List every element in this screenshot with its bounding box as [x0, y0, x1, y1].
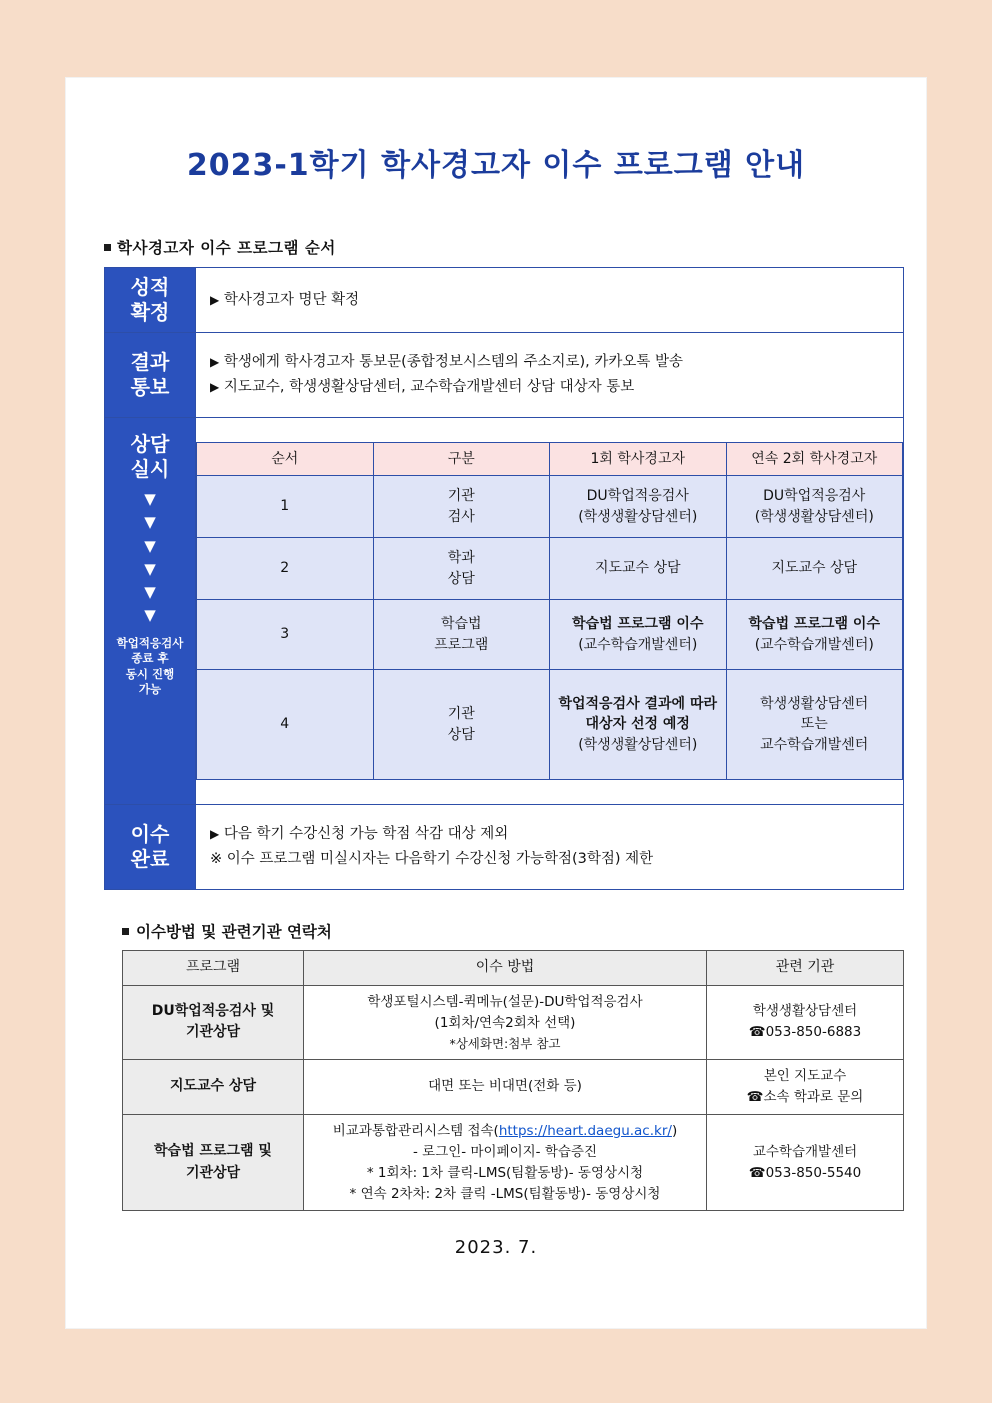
consult-row4-second-l3: 교수학습개발센터 — [760, 736, 869, 753]
consult-row3-first-l1: 학습법 프로그램 이수 — [572, 616, 704, 633]
contact-row2-org-phone: ☎소속 학과로 문의 — [746, 1088, 864, 1105]
contact-row1-method — [304, 985, 707, 1059]
section-heading-contact-label: 이수방법 및 관련기관 연락처 — [136, 923, 332, 941]
contact-row3-method-l4: * 연속 2차차: 2차 클릭 -LMS(팀활동방)- 동영상시청 — [349, 1185, 661, 1202]
heart-system-link[interactable]: https://heart.daegu.ac.kr/ — [498, 1122, 672, 1139]
flow-content-notice — [196, 333, 904, 418]
triangle-down-icon-4: ▼ — [144, 559, 156, 578]
table-row — [197, 476, 903, 538]
flow-grade-item — [210, 288, 889, 313]
page-inner — [66, 78, 926, 1258]
contact-header-row — [123, 951, 904, 986]
consult-row3-first-l2: (교수학습개발센터) — [578, 636, 698, 653]
flow-row-done — [105, 805, 904, 890]
consult-row3-gubun-l1: 학습법 — [440, 616, 482, 633]
consult-row4-first-l2: 대상자 선정 예정 — [585, 716, 690, 733]
flow-done-note-text: 이수 프로그램 미실시자는 다음학기 수강신청 가능학점(3학점) 제한 — [226, 851, 654, 867]
consult-row2-second: 지도교수 상담 — [726, 538, 903, 600]
table-row — [197, 600, 903, 670]
reference-mark-icon: ※ — [210, 851, 223, 867]
flow-consult-note-l1: 학업적응검사 — [116, 635, 184, 650]
flow-label-notice-line1: 결과 — [130, 350, 170, 374]
section-heading-flow — [104, 236, 888, 258]
section-heading-flow-label: 학사경고자 이수 프로그램 순서 — [117, 239, 336, 257]
flow-label-done — [105, 805, 196, 890]
contact-row1-method-l2: (1회차/연속2회차 선택) — [434, 1014, 576, 1031]
consult-row2-gubun — [373, 538, 550, 600]
consult-row1-gubun-l1: 기관 — [447, 488, 475, 505]
contact-row1-org-l1: 학생생활상담센터 — [752, 1003, 858, 1020]
flow-label-grade-line1: 성적 — [130, 275, 170, 299]
consult-row1-gubun-l2: 검사 — [447, 508, 475, 525]
flow-content-done — [196, 805, 904, 890]
flow-label-notice-line2: 통보 — [130, 375, 170, 399]
contact-row1-program-l2: 기관상담 — [185, 1024, 241, 1041]
flow-consult-note-l2: 종료 후 — [131, 651, 169, 666]
consult-row2-gubun-l2: 상담 — [447, 570, 475, 587]
flow-label-grade — [105, 268, 196, 333]
triangle-down-icon-6: ▼ — [144, 606, 156, 625]
consult-row2-gubun-l1: 학과 — [447, 550, 475, 567]
contact-row2-org-l1: 본인 지도교수 — [763, 1067, 847, 1084]
consult-row4-gubun-l2: 상담 — [447, 726, 475, 743]
consult-row4-gubun — [373, 670, 550, 780]
square-bullet-icon — [122, 928, 129, 935]
contact-table — [122, 950, 904, 1211]
consult-row1-first-l2: (학생생활상담센터) — [578, 508, 698, 525]
consult-row1-first-l1: DU학업적응검사 — [586, 488, 689, 505]
section-heading-contact — [122, 920, 888, 942]
consult-row3-gubun — [373, 600, 550, 670]
contact-header-org: 관련 기관 — [707, 951, 904, 986]
consult-row3-gubun-l2: 프로그램 — [434, 636, 489, 653]
flow-label-consult — [105, 418, 196, 805]
flow-row-consult — [105, 418, 904, 805]
consult-row4-second-l2: 또는 — [800, 716, 828, 733]
contact-row3-org-l1: 교수학습개발센터 — [752, 1143, 858, 1160]
flow-content-grade — [196, 268, 904, 333]
flow-label-done-line2: 완료 — [130, 847, 170, 871]
document-date: 2023. 7. — [454, 1237, 538, 1259]
consult-row1-no: 1 — [197, 476, 374, 538]
flow-label-done-line1: 이수 — [130, 822, 170, 846]
contact-row1-org-phone: ☎053-850-6883 — [748, 1024, 862, 1041]
contact-row3-program — [123, 1114, 304, 1211]
contact-header-method: 이수 방법 — [304, 951, 707, 986]
table-row — [123, 985, 904, 1059]
flow-consult-note — [107, 636, 193, 698]
table-row — [197, 670, 903, 780]
flow-notice-text-1: 학생에게 학사경고자 통보문(종합정보시스템의 주소지로), 카카오톡 발송 — [223, 354, 684, 371]
contact-row2-org — [707, 1059, 904, 1114]
consult-header-first: 1회 학사경고자 — [550, 442, 727, 475]
flow-label-grade-line2: 확정 — [130, 300, 170, 324]
contact-row1-program-l1: DU학업적응검사 및 — [151, 1002, 275, 1019]
contact-row3-method-l3: * 1회차: 1차 클릭-LMS(팀활동방)- 동영상시청 — [366, 1164, 644, 1181]
contact-row3-org — [707, 1114, 904, 1211]
triangle-right-icon: ▶ — [210, 292, 220, 307]
consult-row4-first-l3: (학생생활상담센터) — [578, 736, 698, 753]
contact-row1-org — [707, 985, 904, 1059]
triangle-right-icon: ▶ — [210, 827, 220, 842]
consult-row3-no: 3 — [197, 600, 374, 670]
consult-table — [196, 442, 903, 780]
contact-row2-program: 지도교수 상담 — [123, 1059, 304, 1114]
flow-notice-text-2: 지도교수, 학생생활상담센터, 교수학습개발센터 상담 대상자 통보 — [223, 379, 635, 395]
consult-row1-second — [726, 476, 903, 538]
triangle-right-icon: ▶ — [210, 380, 220, 394]
table-row — [123, 1114, 904, 1211]
flow-label-consult-line2: 실시 — [130, 457, 170, 481]
flow-label-consult-line1: 상담 — [130, 432, 170, 456]
consult-row4-first — [550, 670, 727, 780]
flow-grade-text: 학사경고자 명단 확정 — [223, 291, 360, 308]
flow-consult-note-l4: 가능 — [138, 682, 162, 697]
flow-notice-item-1 — [210, 350, 889, 375]
triangle-down-icon-2: ▼ — [144, 513, 156, 532]
flow-table — [104, 267, 904, 890]
consult-row1-second-l2: (학생생활상담센터) — [754, 508, 874, 525]
flow-content-consult — [196, 418, 904, 805]
triangle-right-icon: ▶ — [210, 355, 220, 370]
contact-row2-method: 대면 또는 비대면(전화 등) — [304, 1059, 707, 1114]
square-bullet-icon — [104, 244, 111, 251]
consult-row4-second — [726, 670, 903, 780]
consult-row1-first — [550, 476, 727, 538]
contact-row3-method-pre: 비교과통합관리시스템 접속( — [332, 1122, 499, 1139]
contact-row3-program-l2: 기관상담 — [185, 1164, 241, 1181]
flow-label-notice — [105, 333, 196, 418]
consult-row4-second-l1: 학생생활상담센터 — [760, 696, 869, 713]
contact-row1-method-l1: 학생포털시스템-퀵메뉴(설문)-DU학업적응검사 — [367, 993, 643, 1010]
table-row — [123, 1059, 904, 1114]
table-row — [197, 538, 903, 600]
consult-header-gubun: 구분 — [373, 442, 550, 475]
triangle-down-icon-5: ▼ — [144, 583, 156, 601]
consult-row3-second-l1: 학습법 프로그램 이수 — [748, 616, 880, 633]
consult-header-row — [197, 442, 903, 475]
contact-row3-org-phone: ☎053-850-5540 — [748, 1164, 862, 1181]
contact-header-program: 프로그램 — [123, 951, 304, 986]
consult-row4-no: 4 — [197, 670, 374, 780]
consult-row1-second-l1: DU학업적응검사 — [763, 488, 866, 505]
flow-consult-note-l3: 동시 진행 — [125, 666, 175, 681]
consult-header-no: 순서 — [197, 442, 374, 475]
triangle-down-icon-1: ▼ — [144, 490, 156, 508]
contact-row3-program-l1: 학습법 프로그램 및 — [154, 1142, 272, 1159]
consult-row4-gubun-l1: 기관 — [447, 706, 475, 723]
flow-done-note-item — [210, 847, 889, 872]
contact-row1-method-l3: *상세화면:첨부 참고 — [449, 1035, 561, 1051]
page-title: 2023-1학기 학사경고자 이수 프로그램 안내 — [186, 148, 806, 183]
consult-row2-first: 지도교수 상담 — [550, 538, 727, 600]
flow-done-text: 다음 학기 수강신청 가능 학점 삭감 대상 제외 — [223, 826, 509, 843]
consult-row3-second — [726, 600, 903, 670]
contact-row3-method — [304, 1114, 707, 1211]
consult-row2-no: 2 — [197, 538, 374, 600]
flow-arrow-stack — [107, 482, 193, 628]
consult-header-second: 연속 2회 학사경고자 — [726, 442, 903, 475]
consult-row3-first — [550, 600, 727, 670]
document-page — [66, 78, 926, 1328]
contact-row3-method-post: ) — [671, 1122, 678, 1139]
contact-row1-program — [123, 985, 304, 1059]
consult-row1-gubun — [373, 476, 550, 538]
contact-row3-method-l2: - 로그인- 마이페이지- 학습증진 — [413, 1143, 597, 1160]
flow-done-item — [210, 822, 889, 847]
contact-row3-method-l1 — [308, 1121, 702, 1142]
triangle-down-icon-3: ▼ — [144, 536, 156, 555]
flow-row-notice — [105, 333, 904, 418]
consult-row3-second-l2: (교수학습개발센터) — [754, 636, 874, 653]
flow-notice-item-2 — [210, 375, 889, 400]
flow-row-grade — [105, 268, 904, 333]
consult-row4-first-l1: 학업적응검사 결과에 따라 — [558, 696, 717, 713]
